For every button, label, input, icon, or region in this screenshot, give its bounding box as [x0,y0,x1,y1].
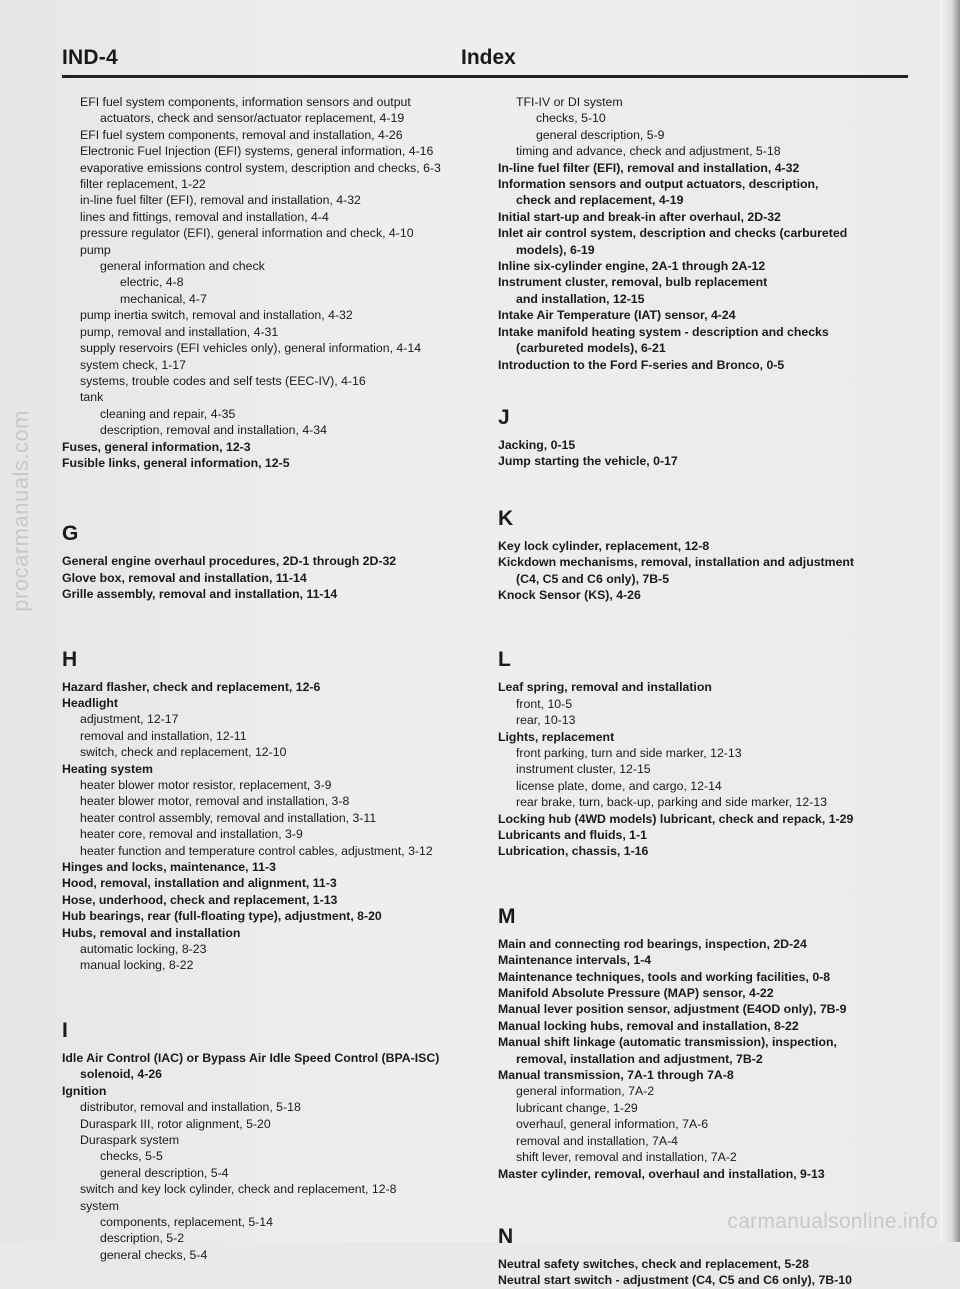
index-section-letter: N [498,1224,514,1248]
index-main-entry: Ignition [62,1083,107,1098]
index-main-entry: Leaf spring, removal and installation [498,680,712,695]
index-sub-entry: description, removal and installation, 4-34 [100,423,327,438]
index-main-entry: check and replacement, 4-19 [516,193,684,208]
index-main-entry: models), 6-19 [516,242,595,257]
index-main-entry: Hose, underhood, check and replacement, 1-13 [62,892,338,907]
index-main-entry: Initial start-up and break-in after overhaul, 2D-32 [498,209,781,224]
index-sub-entry: general checks, 5-4 [100,1247,208,1262]
index-sub-entry: lines and fittings, removal and installation, 4-4 [80,209,329,224]
index-sub-entry: system check, 1-17 [80,357,186,372]
index-main-entry: Fuses, general information, 12-3 [62,439,251,454]
index-main-entry: Manual locking hubs, removal and installation, 8-22 [498,1018,799,1033]
index-sub-entry: license plate, dome, and cargo, 12-14 [516,778,722,793]
index-sub-entry: actuators, check and sensor/actuator replacement, 4-19 [100,111,405,126]
index-main-entry: removal, installation and adjustment, 7B-2 [516,1051,763,1066]
index-main-entry: Locking hub (4WD models) lubricant, check and repack, 1-29 [498,811,854,826]
index-main-entry: Inlet air control system, description and checks (carbureted [498,226,848,241]
index-sub-entry: general information and check [100,259,265,274]
index-sub-entry: pump inertia switch, removal and installation, 4-32 [80,308,353,323]
index-sub-entry: general description, 5-9 [536,127,665,142]
index-sub-entry: switch, check and replacement, 12-10 [80,745,287,760]
index-sub-entry: in-line fuel filter (EFI), removal and installation, 4-32 [80,193,361,208]
index-main-entry: Fusible links, general information, 12-5 [62,455,290,470]
index-sub-entry: removal and installation, 12-11 [80,728,247,743]
watermark-side: procarmanuals.com [8,410,33,612]
spacer [62,603,492,647]
index-main-entry: Hood, removal, installation and alignment, 11-3 [62,876,337,891]
index-main-entry: Neutral start switch - adjustment (C4, C5 and C6 only), 7B-10 [498,1273,852,1288]
index-sub-entry: front, 10-5 [516,696,573,711]
index-main-entry: Maintenance intervals, 1-4 [498,953,652,968]
index-section-letter: G [62,522,79,546]
index-main-entry: Manual lever position sensor, adjustment (E4OD only), 7B-9 [498,1002,847,1017]
index-sub-entry: TFI-IV or DI system [516,95,623,109]
index-main-entry: (carbureted models), 6-21 [516,341,666,356]
index-main-entry: Heating system [62,761,153,776]
index-sub-entry: filter replacement, 1-22 [80,177,206,192]
index-sub-entry: system [80,1198,119,1213]
index-sub-entry: cleaning and repair, 4-35 [100,406,236,421]
index-main-entry: Manifold Absolute Pressure (MAP) sensor, 4-22 [498,986,774,1001]
index-main-entry: Instrument cluster, removal, bulb replacement [498,275,768,290]
page-edge-shadow [940,0,960,1242]
index-sub-entry: pump, removal and installation, 4-31 [80,324,279,339]
index-main-entry: In-line fuel filter (EFI), removal and installation, 4-32 [498,160,800,175]
index-sub-entry: pump [80,242,111,257]
index-sub-entry: checks, 5-5 [100,1149,163,1164]
index-section-letter: L [498,648,511,672]
index-sub-entry: EFI fuel system components, information sensors and output [80,95,411,109]
index-main-entry: Hazard flasher, check and replacement, 12-6 [62,679,321,694]
index-sub-entry: general information, 7A-2 [516,1084,655,1099]
index-sub-entry: heater blower motor resistor, replacement, 3-9 [80,778,332,792]
index-section-letter: K [498,506,514,530]
index-sub-entry: heater core, removal and installation, 3-9 [80,827,303,842]
index-main-entry: Hinges and locks, maintenance, 11-3 [62,860,276,875]
spacer [498,373,918,405]
index-main-entry: Key lock cylinder, replacement, 12-8 [498,538,710,553]
index-sub-entry: mechanical, 4-7 [120,291,207,306]
index-main-entry: Main and connecting rod bearings, inspection, 2D-24 [498,936,807,951]
index-sub-entry: heater function and temperature control cables, adjustment, 3-12 [80,843,433,858]
index-sub-entry: instrument cluster, 12-15 [516,762,651,777]
index-sub-entry: Electronic Fuel Injection (EFI) systems, general information, 4-16 [80,144,434,159]
index-section-letter: M [498,904,516,928]
index-sub-entry: general description, 5-4 [100,1165,229,1180]
index-main-entry: Intake Air Temperature (IAT) sensor, 4-24 [498,308,736,323]
spacer [498,603,918,647]
index-sub-entry: heater control assembly, removal and installation, 3-11 [80,810,377,825]
index-sub-entry: supply reservoirs (EFI vehicles only), general information, 4-14 [80,341,422,356]
index-section-letter: H [62,647,78,671]
index-main-entry: Manual shift linkage (automatic transmission), inspection, [498,1035,837,1050]
index-main-entry: Information sensors and output actuators, description, [498,177,819,192]
index-sub-entry: timing and advance, check and adjustment, 5-18 [516,144,781,159]
index-sub-entry: EFI fuel system components, removal and installation, 4-26 [80,127,403,142]
index-main-entry: Jacking, 0-15 [498,437,576,452]
index-sub-entry: switch and key lock cylinder, check and replacement, 12-8 [80,1182,397,1197]
index-sub-entry: lubricant change, 1-29 [516,1100,638,1115]
index-sub-entry: systems, trouble codes and self tests (EEC-IV), 4-16 [80,373,366,388]
header-divider [62,75,908,78]
spacer [498,470,918,506]
index-main-entry: Lights, replacement [498,729,615,744]
watermark-bottom: carmanualsonline.info [727,1210,938,1233]
index-sub-entry: distributor, removal and installation, 5-18 [80,1100,301,1115]
index-main-entry: Headlight [62,695,119,710]
index-sub-entry: overhaul, general information, 7A-6 [516,1117,709,1132]
index-sub-entry: pressure regulator (EFI), general information and check, 4-10 [80,226,414,241]
index-main-entry: Introduction to the Ford F-series and Bronco, 0-5 [498,357,785,372]
spacer [498,860,918,904]
index-main-entry: Lubrication, chassis, 1-16 [498,844,649,859]
index-sub-entry: components, replacement, 5-14 [100,1214,273,1229]
spacer [62,974,492,1018]
index-sub-entry: description, 5-2 [100,1231,185,1246]
index-sub-entry: Duraspark system [80,1132,180,1147]
index-sub-entry: evaporative emissions control system, description and checks, 6-3 [80,160,441,175]
index-main-entry: Hubs, removal and installation [62,925,241,940]
index-main-entry: Grille assembly, removal and installation, 11-14 [62,587,338,602]
index-sub-entry: automatic locking, 8-23 [80,942,207,957]
index-main-entry: Jump starting the vehicle, 0-17 [498,454,678,469]
index-main-entry: and installation, 12-15 [516,291,645,306]
spacer [62,471,492,521]
index-main-entry: Intake manifold heating system - description and checks [498,324,829,339]
index-main-entry: Glove box, removal and installation, 11-14 [62,570,307,585]
index-main-entry: Inline six-cylinder engine, 2A-1 through 2A-12 [498,259,766,274]
index-main-entry: Maintenance techniques, tools and working facilities, 0-8 [498,969,831,984]
index-sub-entry: removal and installation, 7A-4 [516,1133,678,1148]
index-section-letter: I [62,1018,68,1042]
index-main-entry: Kickdown mechanisms, removal, installation and adjustment [498,555,855,570]
index-main-entry: Master cylinder, removal, overhaul and installation, 9-13 [498,1166,825,1181]
page-title: Index [461,46,516,69]
index-sub-entry: shift lever, removal and installation, 7A-2 [516,1150,737,1165]
index-sub-entry: tank [80,390,104,405]
index-sub-entry: front parking, turn and side marker, 12-13 [516,745,742,760]
index-main-entry: Idle Air Control (IAC) or Bypass Air Idle Speed Control (BPA-ISC) [62,1050,440,1065]
index-main-entry: solenoid, 4-26 [80,1067,163,1082]
index-sub-entry: adjustment, 12-17 [80,712,179,727]
index-sub-entry: Duraspark III, rotor alignment, 5-20 [80,1116,271,1131]
index-sub-entry: heater blower motor, removal and installation, 3-8 [80,794,350,809]
index-main-entry: Manual transmission, 7A-1 through 7A-8 [498,1068,734,1083]
index-main-entry: Knock Sensor (KS), 4-26 [498,587,641,602]
index-section-letter: J [498,405,510,429]
index-main-entry: (C4, C5 and C6 only), 7B-5 [516,571,670,586]
index-sub-entry: rear brake, turn, back-up, parking and side marker, 12-13 [516,795,828,810]
index-main-entry: Lubricants and fluids, 1-1 [498,828,647,842]
index-column-left [62,94,492,1263]
index-column-right [498,94,918,1289]
index-sub-entry: checks, 5-10 [536,111,606,126]
index-sub-entry: electric, 4-8 [120,275,184,290]
index-main-entry: Hub bearings, rear (full-floating type), adjustment, 8-20 [62,909,382,924]
index-sub-entry: rear, 10-13 [516,713,576,728]
index-main-entry: Neutral safety switches, check and replacement, 5-28 [498,1256,809,1271]
index-main-entry: General engine overhaul procedures, 2D-1 through 2D-32 [62,554,397,569]
index-sub-entry: manual locking, 8-22 [80,958,194,973]
page-number: IND-4 [62,46,118,69]
